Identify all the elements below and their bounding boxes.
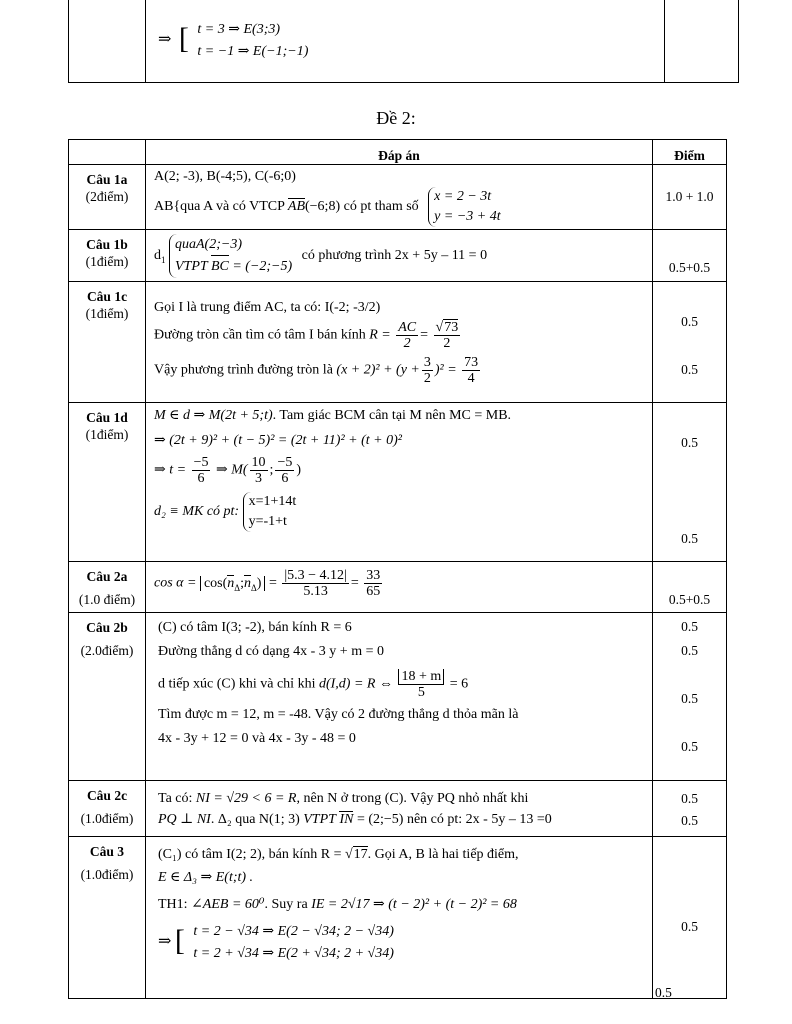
row-cau-2a: Câu 2a (1.0 điểm) $\cos \alpha = \cos(n_\Delta;n_\Delta)$ = $\frac{|5.3 - 4.12|}{5.13}$ = $\frac{33}{65}$ 0.5+0.5 [69, 562, 727, 613]
row-cau-1d: Câu 1d (1điểm) M ∈ d ⇒ M(2t + 5;t). Tam giác BCM cân tại M nên MC = MB. ⇒ (2t + 9)² + (t − 5)² = (2t + 11)² + (t + 0)² ⇒ t = $\frac{-5}{6}$ ⇒ M( $\frac{10}{3}$ ; $\frac{-5}{6}$ ) d₂ ≡ MK có pt: x=1+14t y=-1+t 0.5 0.5 [69, 403, 727, 562]
answer-table [68, 139, 727, 999]
top-table: ⇒ [ t = 3 ⇒ E(3;3) t = −1 ⇒ E(−1;−1) [68, 0, 739, 83]
row-cau-1a: Câu 1a (2điểm) A(2; -3), B(-4;5), C(-6;0) AB{qua A và có VTCP AB(−6;8) có pt tham số x = 2 − 3t y = −3 + 4t 1.0 + 1.0 [69, 165, 727, 230]
section-heading: Đề 2: [376, 108, 416, 128]
header-score: Điểm [653, 140, 727, 165]
row-cau-2b: Câu 2b (2.0điểm) (C) có tâm I(3; -2), bán kính R = 6 Đường thẳng d có dạng 4x - 3 y + m = 0 d tiếp xúc (C) khi và chỉ khi d(I,d) = R ⇔ $\frac{18 + m}{5}$ = 6 Tìm được m = 12, m = -48. Vậy có 2 đường thẳng d thỏa mãn là 4x - 3y + 12 = 0 và 4x - 3y - 48 = 0 0.5 0.5 0.5 0.5 [69, 613, 727, 781]
header-answer: Đáp án [146, 140, 653, 165]
top-system: t = 3 ⇒ E(3;3) t = −1 ⇒ E(−1;−1) [197, 21, 309, 59]
row-cau-3: Câu 3 (1.0điểm) (C₁) có tâm I(2; 2), bán kính R = √17. Gọi A, B là hai tiếp điểm, E ∈ Δ₃ ⇒ E(t;t) . TH1: ∠AEB = 60⁰. Suy ra IE = 2√17 ⇒ (t − 2)² + (t − 2)² = 68 ⇒ [ t = 2 − √34 ⇒ E(2 − √34; 2 − √34) t = 2 + √34 ⇒ E(2 + √34; 2 + √34) 0.5 0.5 [69, 837, 727, 999]
row-cau-1c: Câu 1c (1điểm) Gọi I là trung điểm AC, ta có: I(-2; -3/2) Đường tròn cần tìm có tâm I bán kính R = $\frac{AC}{2}$ = $\frac{√73}{2}$ Vậy phương trình đường tròn là (x + 2)² + (y + $\frac{3}{2}$ )² = $\frac{73}{4}$ 0.5 0.5 [69, 282, 727, 403]
row-cau-2c: Câu 2c (1.0điểm) Ta có: NI = √29 < 6 = R, nên N ở trong (C). Vậy PQ nhỏ nhất khi PQ ⊥ NI. Δ₂ qua N(1; 3) VTPT IN = (2;−5) nên có pt: 2x - 5y – 13 =0 0.5 0.5 [69, 781, 727, 837]
row-cau-1b: Câu 1b (1điểm) $d_1$ quaA(2;−3) VTPT BC = (−2;−5) có phương trình 2x + 5y – 11 = 0 0.5+0.5 [69, 230, 727, 282]
